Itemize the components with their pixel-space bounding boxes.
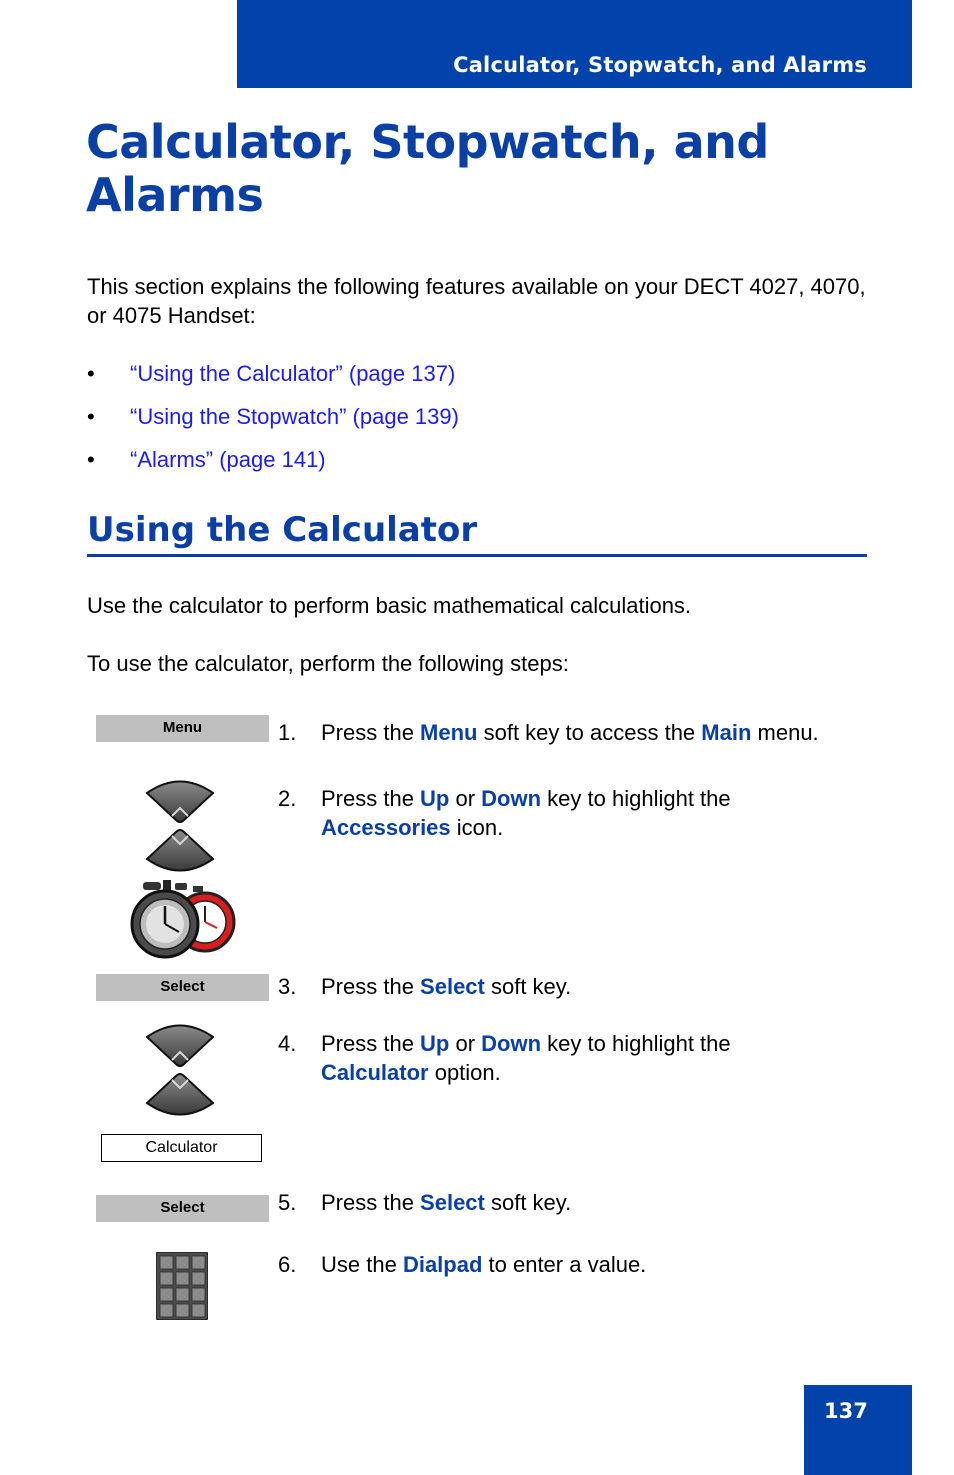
step-text-part: key to highlight the bbox=[541, 786, 731, 811]
page-number-box bbox=[804, 1385, 912, 1475]
step-number: 3. bbox=[278, 974, 297, 999]
header-bar bbox=[237, 0, 912, 88]
step-text-part: soft key. bbox=[484, 974, 572, 999]
toc-link-stopwatch[interactable]: “Using the Stopwatch” (page 139) bbox=[130, 404, 459, 429]
step-keyword: Calculator bbox=[321, 1060, 429, 1085]
step-text-part: Press the bbox=[321, 1031, 421, 1056]
steps-intro-paragraph: To use the calculator, perform the following steps: bbox=[87, 651, 569, 676]
step-number: 6. bbox=[278, 1252, 297, 1277]
step-keyword: Main bbox=[701, 720, 752, 745]
up-down-navigation-key-icon bbox=[144, 1020, 216, 1120]
running-header-title: Calculator, Stopwatch, and Alarms bbox=[453, 53, 867, 77]
step-text-part: Press the bbox=[321, 974, 421, 999]
step-number: 4. bbox=[278, 1031, 297, 1056]
step-keyword: Select bbox=[420, 974, 485, 999]
page-number: 137 bbox=[824, 1399, 868, 1423]
step-keyword: Down bbox=[481, 1031, 542, 1056]
step-text-part: key to highlight the bbox=[541, 1031, 731, 1056]
step-text bbox=[321, 1188, 881, 1217]
step-keyword: Accessories bbox=[321, 815, 451, 840]
bullet: • bbox=[87, 361, 95, 386]
select-softkey: Select bbox=[96, 974, 269, 1001]
section-paragraph: Use the calculator to perform basic mathematical calculations. bbox=[87, 593, 692, 618]
step-text bbox=[321, 784, 791, 842]
menu-softkey: Menu bbox=[96, 715, 269, 742]
bullet: • bbox=[87, 404, 95, 429]
step-keyword: Up bbox=[420, 1031, 450, 1056]
step-text-part: to enter a value. bbox=[482, 1252, 647, 1277]
step-text-part: option. bbox=[428, 1060, 501, 1085]
step-number: 5. bbox=[278, 1190, 297, 1215]
section-title: Using the Calculator bbox=[87, 510, 478, 550]
alarm-clock-accessories-icon bbox=[123, 880, 237, 960]
step-text bbox=[321, 718, 881, 747]
up-down-navigation-key-icon bbox=[144, 776, 216, 876]
step-text-part: Use the bbox=[321, 1252, 403, 1277]
step-text-part: Press the bbox=[321, 786, 421, 811]
toc-link-calculator[interactable]: “Using the Calculator” (page 137) bbox=[130, 361, 456, 386]
step-keyword: Up bbox=[420, 786, 450, 811]
calculator-display-option: Calculator bbox=[101, 1134, 262, 1162]
dialpad-icon bbox=[156, 1252, 208, 1320]
step-keyword: Select bbox=[420, 1190, 485, 1215]
step-text-part: menu. bbox=[751, 720, 819, 745]
step-text-part: or bbox=[449, 1031, 482, 1056]
select-softkey: Select bbox=[96, 1195, 269, 1222]
page-title: Calculator, Stopwatch, and Alarms bbox=[86, 115, 769, 222]
step-keyword: Down bbox=[481, 786, 542, 811]
bullet: • bbox=[87, 447, 95, 472]
step-keyword: Dialpad bbox=[402, 1252, 483, 1277]
step-text-part: Press the bbox=[321, 720, 421, 745]
step-text-part: Press the bbox=[321, 1190, 421, 1215]
intro-paragraph: This section explains the following features available on your DECT 4027, 4070, or 4075 Handset: bbox=[87, 274, 866, 328]
step-number: 1. bbox=[278, 720, 297, 745]
step-text bbox=[321, 1250, 881, 1279]
step-text bbox=[321, 972, 881, 1001]
step-text-part: or bbox=[449, 786, 482, 811]
step-text-part: soft key. bbox=[484, 1190, 572, 1215]
step-text-part: icon. bbox=[450, 815, 504, 840]
step-text bbox=[321, 1029, 791, 1087]
step-number: 2. bbox=[278, 786, 297, 811]
step-keyword: Menu bbox=[420, 720, 478, 745]
section-divider bbox=[87, 554, 867, 557]
toc-link-alarms[interactable]: “Alarms” (page 141) bbox=[130, 447, 326, 472]
step-text-part: soft key to access the bbox=[477, 720, 702, 745]
